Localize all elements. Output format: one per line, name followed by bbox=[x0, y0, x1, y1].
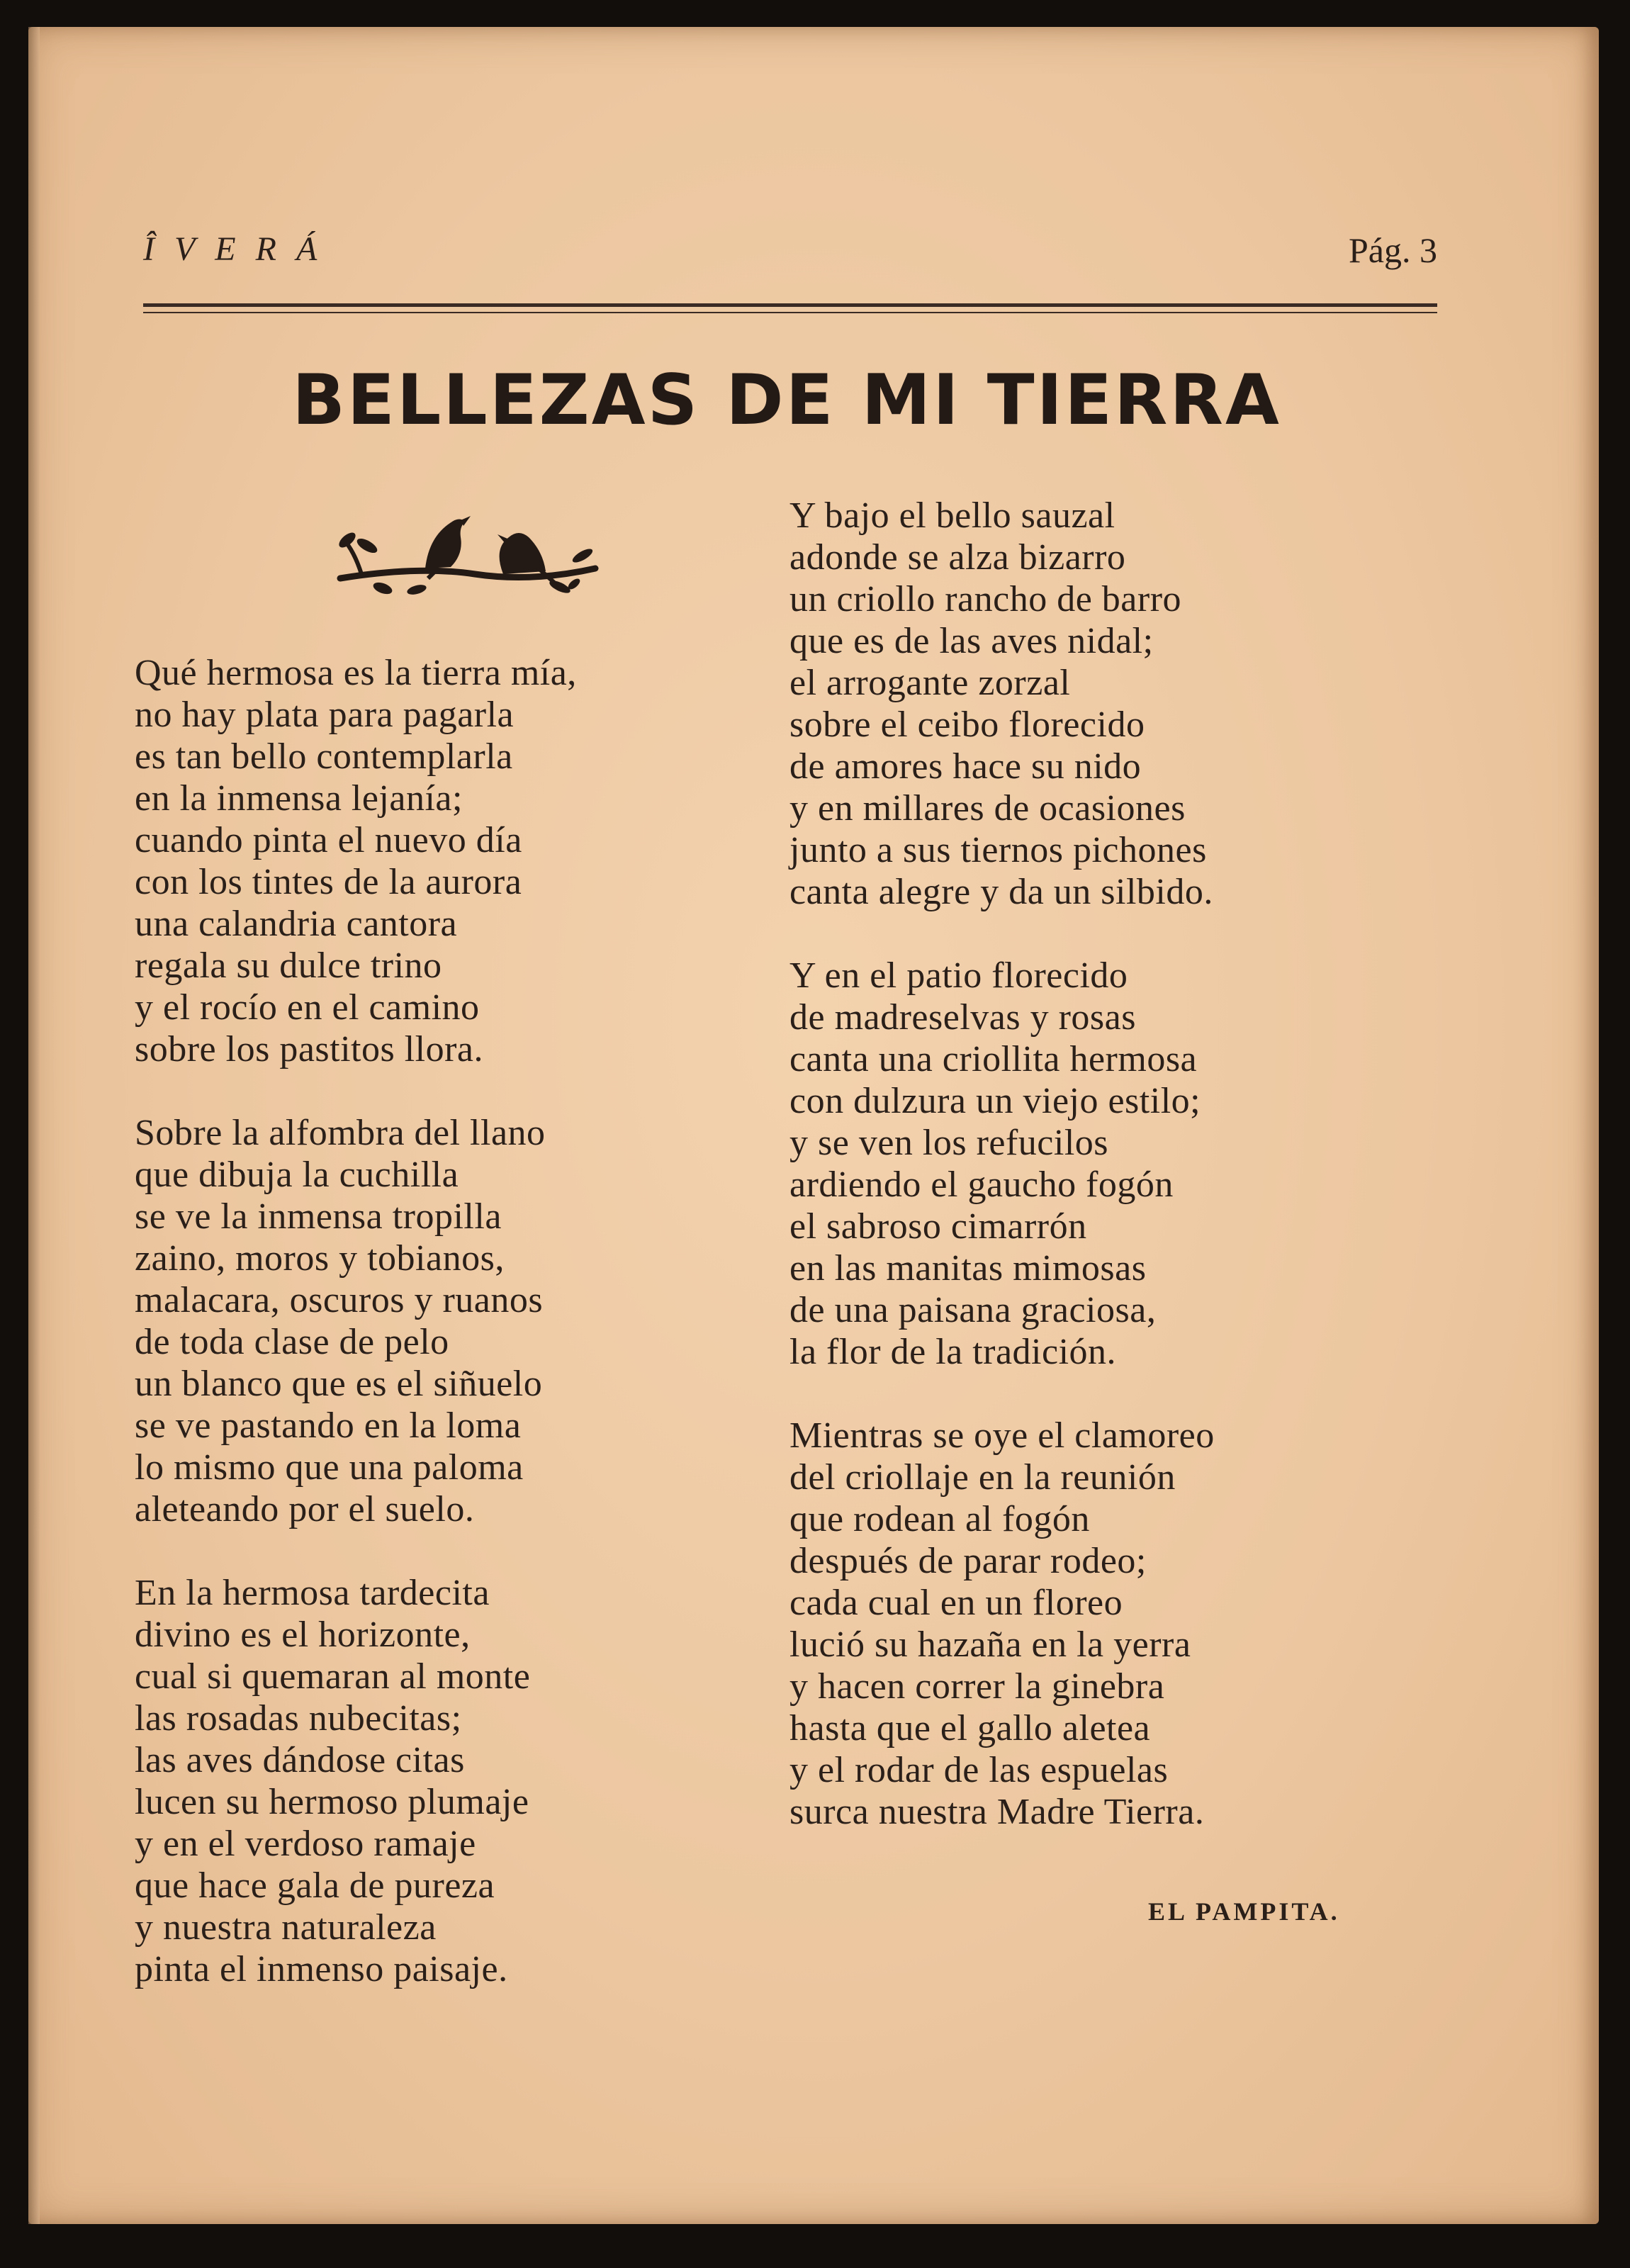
verse-line: en las manitas mimosas bbox=[789, 1248, 1147, 1289]
verse-line: y hacen correr la ginebra bbox=[789, 1666, 1165, 1707]
masthead: ÎVERÁ bbox=[143, 230, 337, 268]
verse-line: de amores hace su nido bbox=[789, 746, 1142, 787]
verse-line: que rodean al fogón bbox=[789, 1499, 1090, 1539]
stanza bbox=[135, 1112, 758, 1530]
verse-line: la flor de la tradición. bbox=[789, 1332, 1117, 1372]
verse-line: pinta el inmenso paisaje. bbox=[135, 1949, 508, 1989]
verse-line: sobre el ceibo florecido bbox=[789, 704, 1145, 745]
verse-line: y se ven los refucilos bbox=[789, 1123, 1109, 1163]
verse-line: después de parar rodeo; bbox=[789, 1541, 1147, 1581]
verse-line: se ve la inmensa tropilla bbox=[135, 1196, 502, 1237]
verse-line: con dulzura un viejo estilo; bbox=[789, 1081, 1201, 1121]
verse-line: cuando pinta el nuevo día bbox=[135, 820, 522, 860]
verse-line: junto a sus tiernos pichones bbox=[789, 830, 1207, 870]
verse-line: regala su dulce trino bbox=[135, 945, 442, 986]
poem-column-left bbox=[135, 652, 758, 2032]
verse-line: cada cual en un floreo bbox=[789, 1583, 1123, 1623]
verse-line: aleteando por el suelo. bbox=[135, 1489, 475, 1529]
verse-line: un blanco que es el siñuelo bbox=[135, 1364, 543, 1404]
verse-line: de una paisana graciosa, bbox=[789, 1290, 1157, 1330]
verse-line: Mientras se oye el clamoreo bbox=[789, 1415, 1215, 1456]
verse-line: malacara, oscuros y ruanos bbox=[135, 1280, 544, 1320]
verse-line: canta alegre y da un silbido. bbox=[789, 872, 1213, 912]
header-rule bbox=[143, 303, 1437, 307]
verse-line: en la inmensa lejanía; bbox=[135, 778, 463, 819]
book-page bbox=[28, 27, 1599, 2224]
verse-line: con los tintes de la aurora bbox=[135, 862, 522, 902]
author-signature: EL PAMPITA. bbox=[1148, 1897, 1340, 1926]
stanza bbox=[789, 1415, 1427, 1833]
verse-line: que hace gala de pureza bbox=[135, 1865, 495, 1906]
poem-title: BELLEZAS DE MI TIERRA bbox=[292, 360, 1281, 441]
stanza bbox=[789, 955, 1427, 1373]
verse-line: Y en el patio florecido bbox=[789, 955, 1128, 996]
verse-line: no hay plata para pagarla bbox=[135, 695, 515, 735]
verse-line: del criollaje en la reunión bbox=[789, 1457, 1176, 1498]
verse-line: surca nuestra Madre Tierra. bbox=[789, 1792, 1205, 1832]
verse-line: canta una criollita hermosa bbox=[789, 1039, 1198, 1079]
verse-line: y el rodar de las espuelas bbox=[789, 1750, 1169, 1790]
verse-line: divino es el horizonte, bbox=[135, 1615, 471, 1655]
verse-line: es tan bello contemplarla bbox=[135, 736, 513, 777]
verse-line: Y bajo el bello sauzal bbox=[789, 495, 1115, 536]
birds-on-branch-icon bbox=[333, 495, 602, 601]
verse-line: sobre los pastitos llora. bbox=[135, 1029, 484, 1070]
poem-column-right bbox=[789, 495, 1427, 1875]
verse-line: y nuestra naturaleza bbox=[135, 1907, 437, 1948]
stanza bbox=[789, 495, 1427, 913]
page-number: Pág. 3 bbox=[1349, 230, 1437, 270]
verse-line: Qué hermosa es la tierra mía, bbox=[135, 653, 577, 693]
verse-line: y el rocío en el camino bbox=[135, 987, 480, 1028]
verse-line: que es de las aves nidal; bbox=[789, 621, 1154, 661]
verse-line: se ve pastando en la loma bbox=[135, 1405, 522, 1446]
verse-line: el arrogante zorzal bbox=[789, 663, 1071, 703]
verse-line: de toda clase de pelo bbox=[135, 1322, 449, 1362]
verse-line: ardiendo el gaucho fogón bbox=[789, 1164, 1174, 1205]
page-spine-shadow bbox=[28, 27, 40, 2224]
verse-line: de madreselvas y rosas bbox=[789, 997, 1136, 1038]
verse-line: En la hermosa tardecita bbox=[135, 1573, 490, 1613]
stanza bbox=[135, 1572, 758, 1990]
verse-line: que dibuja la cuchilla bbox=[135, 1155, 459, 1195]
verse-line: las aves dándose citas bbox=[135, 1740, 465, 1780]
verse-line: adonde se alza bizarro bbox=[789, 537, 1126, 578]
verse-line: y en el verdoso ramaje bbox=[135, 1824, 476, 1864]
verse-line: las rosadas nubecitas; bbox=[135, 1698, 462, 1739]
verse-line: hasta que el gallo aletea bbox=[789, 1708, 1151, 1748]
verse-line: el sabroso cimarrón bbox=[789, 1206, 1087, 1247]
verse-line: lucen su hermoso plumaje bbox=[135, 1782, 529, 1822]
verse-line: lo mismo que una paloma bbox=[135, 1447, 524, 1488]
stanza bbox=[135, 652, 758, 1070]
verse-line: zaino, moros y tobianos, bbox=[135, 1238, 505, 1279]
verse-line: un criollo rancho de barro bbox=[789, 579, 1182, 619]
verse-line: y en millares de ocasiones bbox=[789, 788, 1186, 829]
verse-line: lució su hazaña en la yerra bbox=[789, 1624, 1191, 1665]
verse-line: cual si quemaran al monte bbox=[135, 1656, 531, 1697]
verse-line: una calandria cantora bbox=[135, 904, 458, 944]
verse-line: Sobre la alfombra del llano bbox=[135, 1113, 546, 1153]
running-head bbox=[143, 217, 1437, 302]
header-rule-thin bbox=[143, 312, 1437, 313]
